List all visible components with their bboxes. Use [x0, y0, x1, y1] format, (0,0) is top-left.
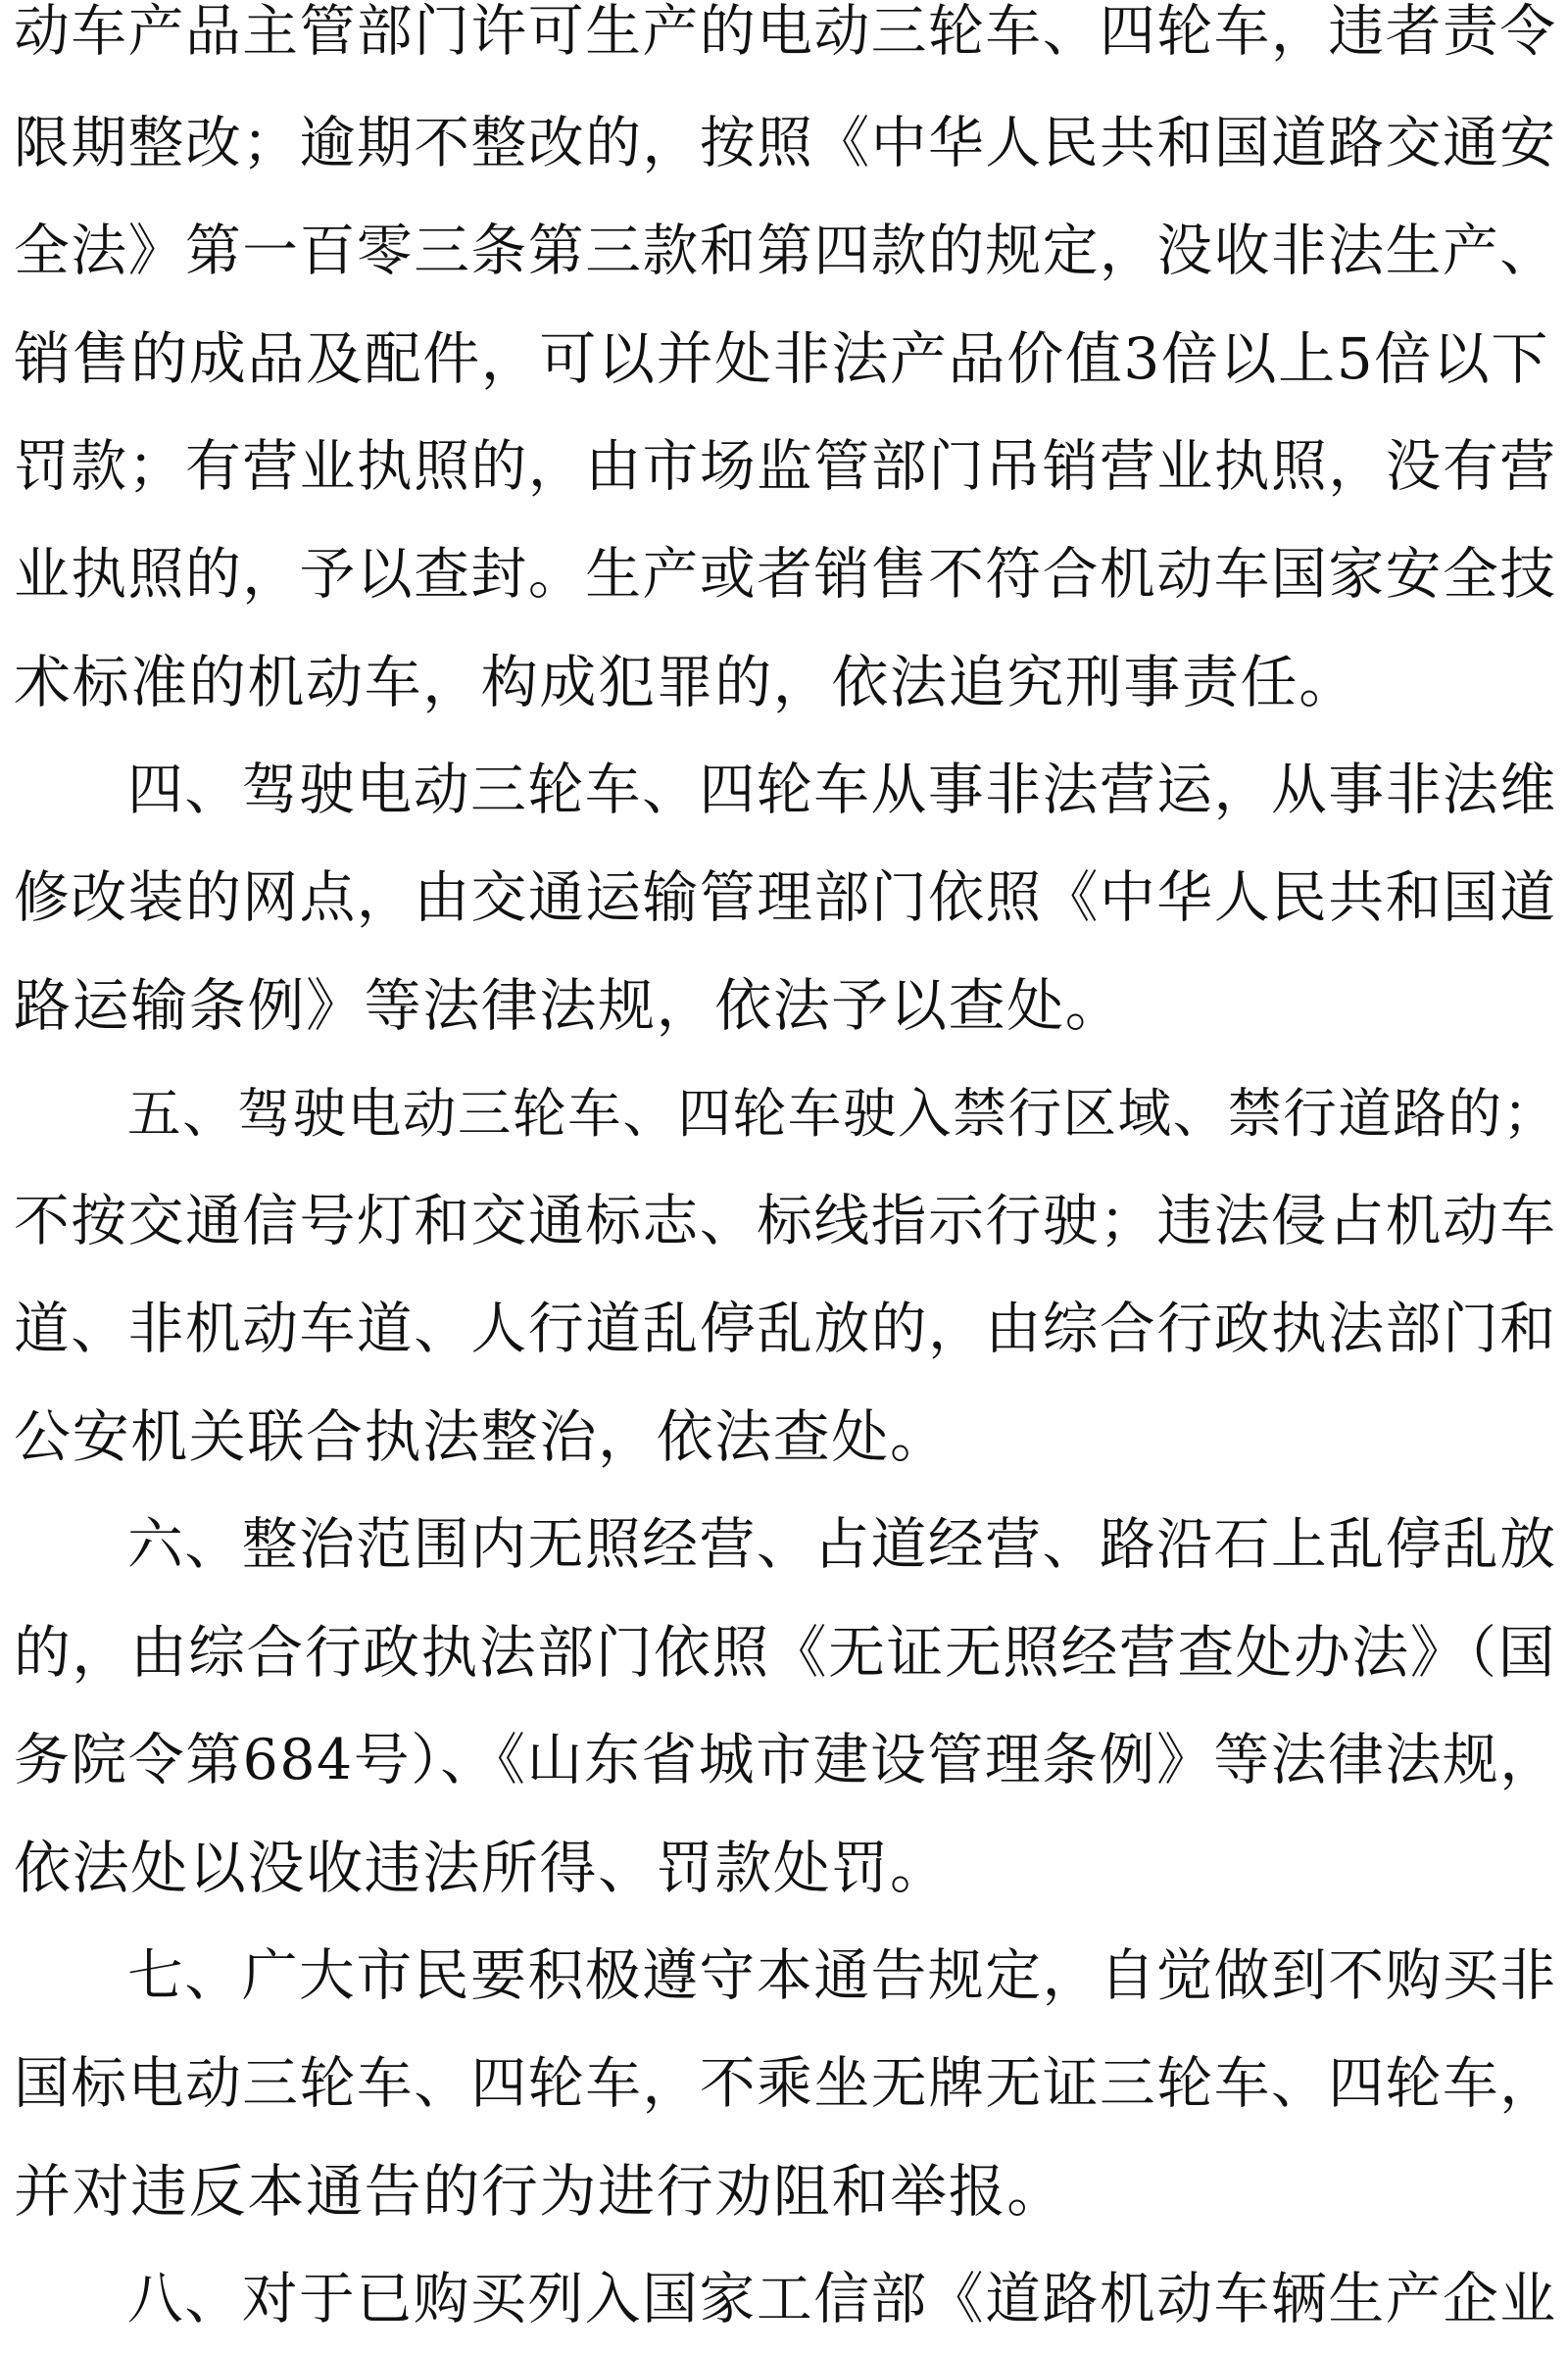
text-line: 术标准的机动车，构成犯罪的，依法追究刑事责任。 — [14, 649, 1357, 715]
text-line: 不按交通信号灯和交通标志、标线指示行驶；违法侵占机动车 — [14, 1189, 1557, 1253]
text-line: 四、驾驶电动三轮车、四轮车从事非法营运，从事非法维 — [127, 758, 1557, 822]
text-line: 全法》第一百零三条第三款和第四款的规定，没收非法生产、 — [14, 219, 1557, 283]
text-line: 五、驾驶电动三轮车、四轮车驶入禁行区域、禁行道路的； — [127, 1082, 1558, 1145]
text-line: 务院令第684号）、《山东省城市建设管理条例》等法律法规， — [14, 1728, 1557, 1792]
text-line: 路运输条例》等法律法规，依法予以查处。 — [14, 972, 1124, 1039]
text-line: 六、整治范围内无照经营、占道经营、路沿石上乱停乱放 — [127, 1512, 1557, 1577]
text-line: 八、对于已购买列入国家工信部《道路机动车辆生产企业 — [127, 2267, 1557, 2331]
text-line: 业执照的，予以查封。生产或者销售不符合机动车国家安全技 — [14, 542, 1557, 607]
text-line: 公安机关联合执法整治，依法查处。 — [14, 1403, 949, 1470]
text-line: 并对违反本通告的行为进行劝阻和举报。 — [14, 2158, 1065, 2225]
text-line: 限期整改；逾期不整改的，按照《中华人民共和国道路交通安 — [14, 111, 1557, 175]
text-line: 罚款；有营业执照的，由市场监管部门吊销营业执照，没有营 — [14, 434, 1557, 499]
text-line: 动车产品主管部门许可生产的电动三轮车、四轮车，违者责令 — [14, 0, 1557, 64]
text-line: 销售的成品及配件，可以并处非法产品价值3倍以上5倍以下 — [14, 325, 1550, 392]
text-line: 的，由综合行政执法部门依照《无证无照经营查处办法》（国 — [14, 1619, 1556, 1686]
text-line: 修改装的网点，由交通运输管理部门依照《中华人民共和国道 — [14, 865, 1557, 930]
text-line: 七、广大市民要积极遵守本通告规定，自觉做到不购买非 — [127, 1943, 1557, 2008]
text-line: 依法处以没收违法所得、罚款处罚。 — [14, 1835, 949, 1901]
text-line: 道、非机动车道、人行道乱停乱放的，由综合行政执法部门和 — [14, 1297, 1557, 1361]
text-line: 国标电动三轮车、四轮车，不乘坐无牌无证三轮车、四轮车， — [14, 2051, 1557, 2116]
